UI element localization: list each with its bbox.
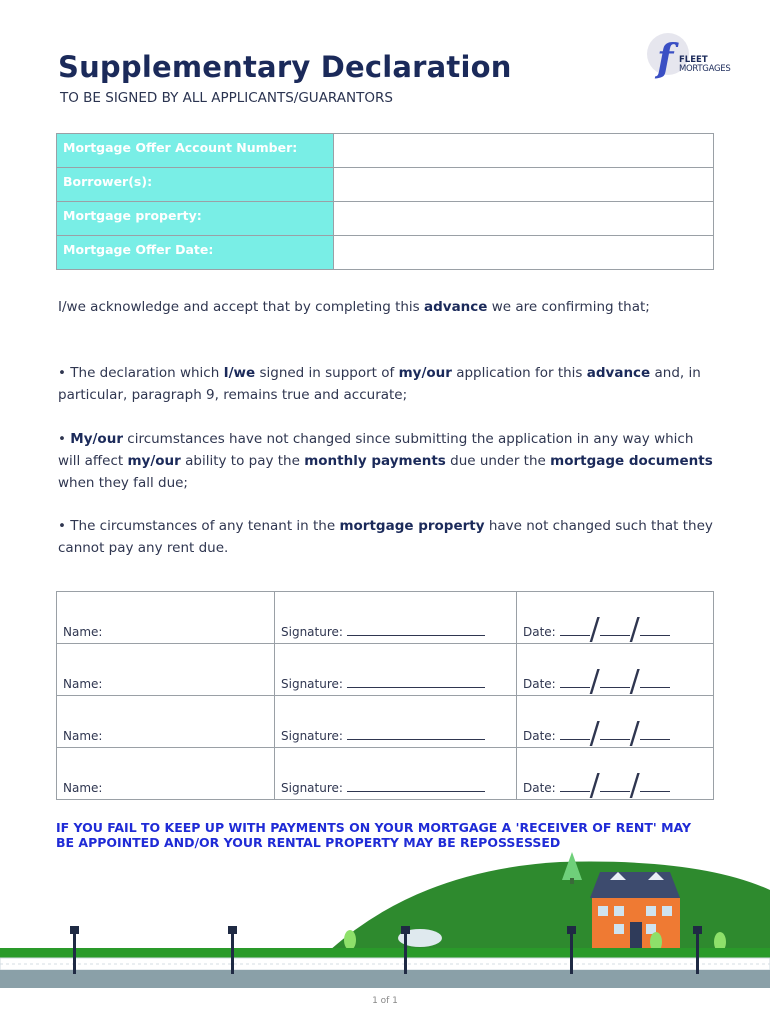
signature-row (57, 592, 714, 644)
logo-line1: FLEET (679, 55, 708, 65)
hill-icon (330, 862, 770, 950)
date-cell[interactable]: Date: / / (517, 592, 714, 644)
signature-row (57, 644, 714, 696)
date-cell[interactable]: Date: / / (517, 748, 714, 800)
declaration-point-1: • The declaration which I/we signed in support of my/our application for this advance and, in particular, paragraph 9, remains true and accurate; (58, 365, 701, 403)
page-subtitle: TO BE SIGNED BY ALL APPLICANTS/GUARANTORS (60, 90, 393, 106)
mortgage-property-field[interactable] (334, 202, 714, 236)
repossession-warning: IF YOU FAIL TO KEEP UP WITH PAYMENTS ON YOUR MORTGAGE A 'RECEIVER OF RENT' MAY BE APPOINTED AND/OR YOUR RENTAL PROPERTY MAY BE REPOSSESSED (56, 820, 692, 850)
name-cell[interactable]: Name: (57, 748, 275, 800)
logo-line2: MORTGAGES (679, 64, 731, 74)
date-cell[interactable]: Date: / / (517, 644, 714, 696)
fleet-mortgages-logo (645, 33, 745, 81)
date-cell[interactable]: Date: / / (517, 696, 714, 748)
grass-strip (0, 948, 770, 958)
logo-f-icon: f (657, 35, 674, 80)
name-cell[interactable]: Name: (57, 644, 275, 696)
signature-row (57, 748, 714, 800)
signature-cell[interactable]: Signature: (275, 748, 517, 800)
mortgage-property-label: Mortgage property: (57, 202, 334, 236)
signature-cell[interactable]: Signature: (275, 592, 517, 644)
signature-cell[interactable]: Signature: (275, 644, 517, 696)
offer-date-field[interactable] (334, 236, 714, 270)
signature-table (56, 591, 714, 803)
fence-icon (0, 958, 770, 970)
name-cell[interactable]: Name: (57, 696, 275, 748)
details-table (56, 133, 714, 270)
account-number-label: Mortgage Offer Account Number: (57, 134, 334, 168)
account-number-field[interactable] (334, 134, 714, 168)
page-number: 1 of 1 (372, 996, 398, 1006)
offer-date-label: Mortgage Offer Date: (57, 236, 334, 270)
pavement (0, 970, 770, 988)
borrowers-label: Borrower(s): (57, 168, 334, 202)
signature-row (57, 696, 714, 748)
declaration-point-2: • My/our circumstances have not changed since submitting the application in any way which will affect my/our ability to pay the monthly payments due under the mortgage documents when they fall due; (58, 431, 713, 491)
house-landscape-illustration (0, 850, 770, 995)
signature-cell[interactable]: Signature: (275, 696, 517, 748)
declaration-intro: I/we acknowledge and accept that by completing this advance we are confirming that; (58, 299, 650, 315)
declaration-point-3: • The circumstances of any tenant in the mortgage property have not changed such that they cannot pay any rent due. (58, 518, 713, 556)
borrowers-field[interactable] (334, 168, 714, 202)
house-icon (590, 872, 680, 950)
name-cell[interactable]: Name: (57, 592, 275, 644)
page-title: Supplementary Declaration (58, 50, 512, 84)
